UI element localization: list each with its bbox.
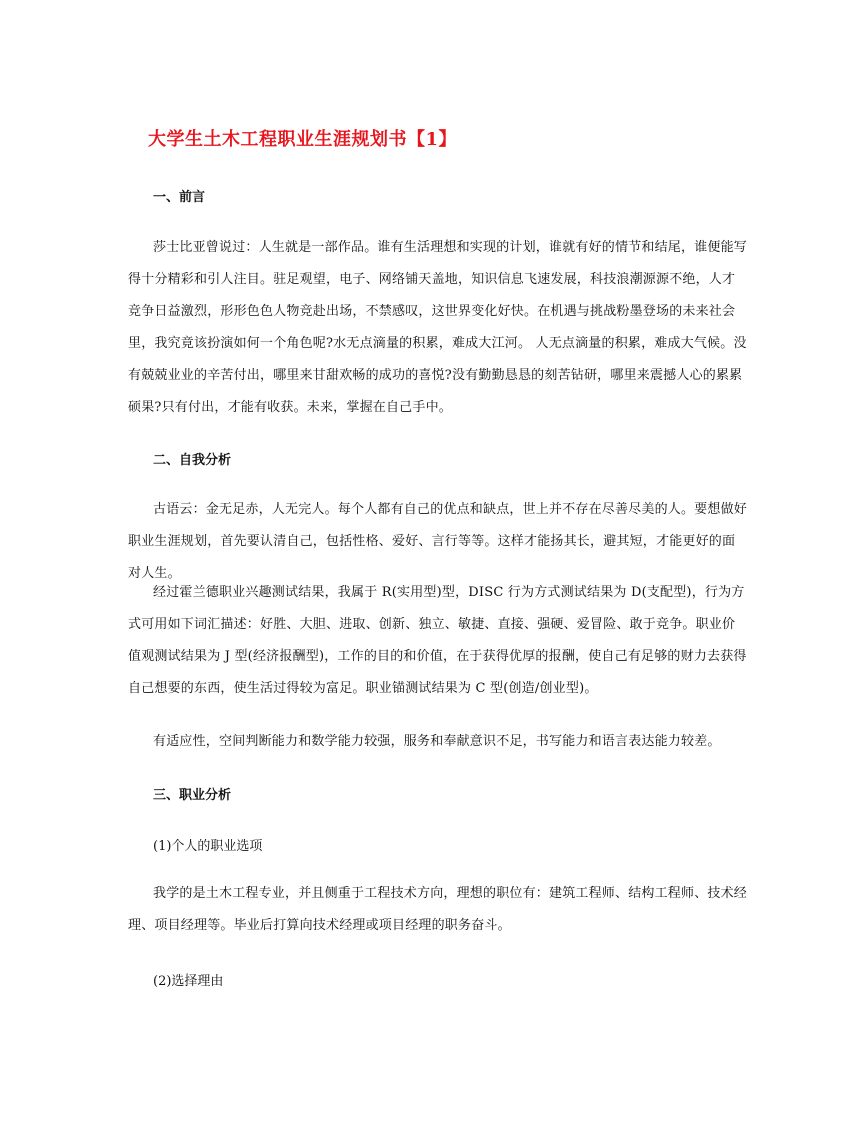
document-title: 大学生土木工程职业生涯规划书【1】 [148, 129, 458, 150]
section-heading-career-analysis: 三、职业分析 [153, 788, 232, 803]
section-heading-preface: 一、前言 [153, 190, 206, 205]
subsection-label-selection-reason: (2)选择理由 [153, 974, 224, 989]
paragraph-self-analysis-1: 古语云：金无足赤，人无完人。每个人都有自己的优点和缺点，世上并不存在尽善尽美的人。要想做好职业生涯规划，首先要认清自己，包括性格、爱好、言行等等。这样才能扬其长，避其短，才能更好的面对人生。 [128, 502, 748, 581]
paragraph-career-options: 我学的是土木工程专业，并且侧重于工程技术方向，理想的职位有：建筑工程师、结构工程师、技术经理、项目经理等。毕业后打算向技术经理或项目经理的职务奋斗。 [128, 886, 748, 933]
paragraph-self-analysis-3: 有适应性，空间判断能力和数学能力较强，服务和奉献意识不足，书写能力和语言表达能力较差。 [153, 734, 721, 749]
paragraph-preface: 莎士比亚曾说过：人生就是一部作品。谁有生活理想和实现的计划，谁就有好的情节和结尾，谁便能写得十分精彩和引人注目。驻足观望，电子、网络铺天盖地，知识信息飞速发展，科技浪潮源源不绝，人才竞争日益激烈，形形色色人物竞赴出场，不禁感叹，这世界变化好快。在机遇与挑战粉墨登场的未来社会里，我究竟该扮演如何一个角色呢?水无点滴量的积累，难成大江河。 人无点滴量的积累，难成大气候。没有兢兢业业的辛苦付出，哪里来甘甜欢畅的成功的喜悦?没有勤勤恳恳的刻苦钻研，哪里来震撼人心的累累硕果?只有付出，才能有收获。未来，掌握在自己手中。 [128, 240, 748, 415]
section-heading-self-analysis: 二、自我分析 [153, 453, 232, 468]
subsection-label-career-options: (1)个人的职业选项 [153, 839, 263, 854]
paragraph-self-analysis-2: 经过霍兰德职业兴趣测试结果，我属于 R(实用型)型，DISC 行为方式测试结果为 D(支配型)，行为方式可用如下词汇描述：好胜、大胆、进取、创新、独立、敏捷、直接、强硬、爱冒险、敢于竞争。职业价值观测试结果为 J 型(经济报酬型)，工作的目的和价值，在于获得优厚的报酬，使自己有足够的财力去获得自己想要的东西，使生活过得较为富足。职业锚测试结果为 C 型(创造/创业型)。 [128, 585, 747, 696]
